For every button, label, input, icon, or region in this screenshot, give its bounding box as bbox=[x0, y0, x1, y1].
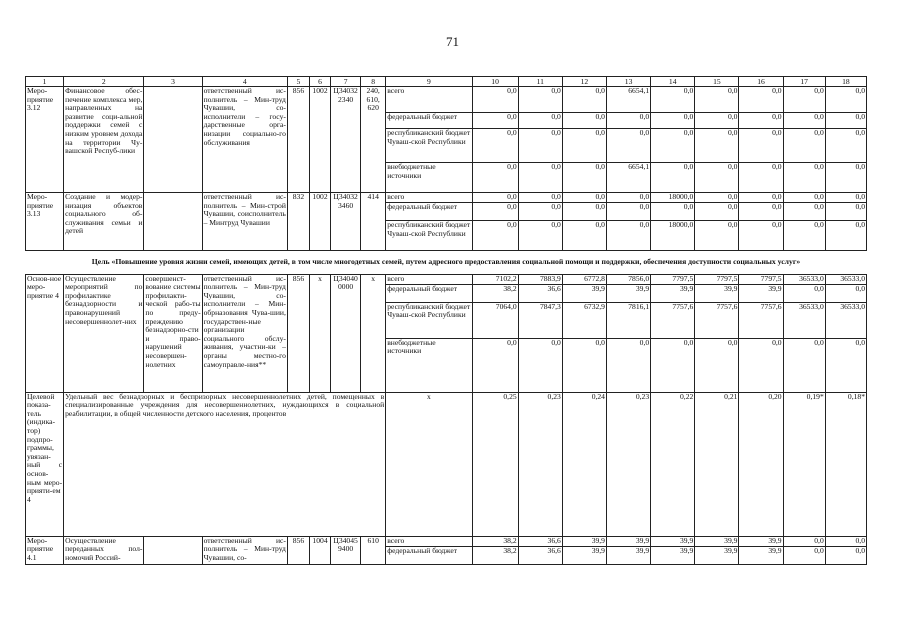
amount-cell: 0,0 bbox=[651, 129, 695, 163]
amount-cell: 38,2 bbox=[472, 284, 518, 302]
amount-cell: 6732,9 bbox=[562, 302, 606, 338]
code-target: Ц34045 9400 bbox=[331, 536, 361, 564]
amount-cell: 0,0 bbox=[472, 203, 518, 221]
executors: ответственный ис-полнитель – Мин-труд Чувашии, со-исполнители – Мин-обрназования Чува-шии, государствен-ные организации социального обслу-живания, участни-ки – органы местно-го самоуправле-ния** bbox=[202, 274, 287, 392]
goal-text: Цель «Повышение уровня жизни семей, имеющих детей, в том числе многодетных семей, путем адресного предоставления социальной помощи и поддержки, обеспечения доступности социальных услуг» bbox=[91, 257, 801, 266]
table-row bbox=[26, 193, 867, 203]
amount-cell: 0,0 bbox=[695, 193, 739, 203]
amount-cell: 0,0 bbox=[472, 193, 518, 203]
column-number: 6 bbox=[309, 77, 330, 87]
amount-cell: 0,0 bbox=[783, 87, 825, 113]
amount-cell: 0,0 bbox=[825, 87, 866, 113]
amount-cell: 0,0 bbox=[783, 221, 825, 251]
code-section: 1002 bbox=[309, 87, 330, 193]
amount-cell: 0,0 bbox=[825, 163, 866, 193]
amount-cell: 0,0 bbox=[606, 338, 650, 392]
indicator-value: 0,20 bbox=[739, 392, 783, 536]
funding-source: внебюджетные источники bbox=[386, 163, 472, 193]
amount-cell: 39,9 bbox=[651, 284, 695, 302]
amount-cell: 0,0 bbox=[518, 113, 562, 129]
executors: ответственный ис-полнитель – Мин-строй Чувашии, соисполнитель – Минтруд Чувашии bbox=[202, 193, 287, 251]
code-section: 1002 bbox=[309, 193, 330, 251]
code-target: Ц34032 3460 bbox=[331, 193, 361, 251]
indicator-value: 0,19* bbox=[783, 392, 825, 536]
amount-cell: 0,0 bbox=[651, 113, 695, 129]
amount-cell: 7797,5 bbox=[695, 274, 739, 284]
amount-cell: 0,0 bbox=[651, 163, 695, 193]
amount-cell: 0,0 bbox=[825, 284, 866, 302]
amount-cell: 0,0 bbox=[518, 129, 562, 163]
column-number: 14 bbox=[651, 77, 695, 87]
column-number: 16 bbox=[739, 77, 783, 87]
amount-cell: 0,0 bbox=[472, 163, 518, 193]
event-id: Основ-ное меро-приятие 4 bbox=[26, 274, 64, 392]
amount-cell: 7797,5 bbox=[739, 274, 783, 284]
amount-cell: 0,0 bbox=[695, 221, 739, 251]
event-id: Меро-приятие 3.13 bbox=[26, 193, 64, 251]
column-number: 4 bbox=[202, 77, 287, 87]
column-number: 5 bbox=[287, 77, 309, 87]
amount-cell: 7883,9 bbox=[518, 274, 562, 284]
amount-cell: 39,9 bbox=[606, 536, 650, 546]
amount-cell: 0,0 bbox=[606, 129, 650, 163]
amount-cell: 0,0 bbox=[606, 203, 650, 221]
amount-cell: 0,0 bbox=[518, 203, 562, 221]
amount-cell: 0,0 bbox=[783, 546, 825, 564]
amount-cell: 0,0 bbox=[695, 129, 739, 163]
indicator-value: 0,22 bbox=[651, 392, 695, 536]
amount-cell: 0,0 bbox=[825, 221, 866, 251]
amount-cell: 0,0 bbox=[825, 113, 866, 129]
amount-cell: 39,9 bbox=[606, 546, 650, 564]
amount-cell: 7064,0 bbox=[472, 302, 518, 338]
indicator-text: Удельный вес безнадзорных и беспризорных несовершеннолетних детей, помещенных в специализированные учреждения для несовершеннолетних, нуждающихся в социальной реабилитации, в общей численности детского населения, процентов bbox=[64, 392, 386, 536]
funding-source: всего bbox=[386, 274, 472, 284]
amount-cell: 39,9 bbox=[651, 546, 695, 564]
amount-cell: 18000,0 bbox=[651, 193, 695, 203]
amount-cell: 0,0 bbox=[562, 129, 606, 163]
amount-cell: 7757,6 bbox=[695, 302, 739, 338]
amount-cell: 0,0 bbox=[825, 129, 866, 163]
amount-cell: 0,0 bbox=[562, 87, 606, 113]
amount-cell: 0,0 bbox=[651, 87, 695, 113]
amount-cell: 36,6 bbox=[518, 546, 562, 564]
funding-source: федеральный бюджет bbox=[386, 113, 472, 129]
amount-cell: 0,0 bbox=[606, 221, 650, 251]
amount-cell: 0,0 bbox=[606, 113, 650, 129]
amount-cell: 36533,0 bbox=[825, 274, 866, 284]
column-number: 7 bbox=[331, 77, 361, 87]
amount-cell: 0,0 bbox=[562, 113, 606, 129]
amount-cell: 39,9 bbox=[739, 546, 783, 564]
amount-cell: 39,9 bbox=[739, 536, 783, 546]
column-number: 9 bbox=[386, 77, 472, 87]
table-row bbox=[26, 87, 867, 113]
funding-source: республиканский бюджет Чуваш-ской Республики bbox=[386, 221, 472, 251]
amount-cell: 7102,2 bbox=[472, 274, 518, 284]
indicator-x: x bbox=[386, 392, 472, 536]
amount-cell: 39,9 bbox=[606, 284, 650, 302]
amount-cell: 0,0 bbox=[518, 163, 562, 193]
code-expense: 240, 610, 620 bbox=[361, 87, 386, 193]
event-name: Осуществление мероприятий по профилактике безнадзорности и правонарушений несовершеннолет-них bbox=[64, 274, 144, 392]
code-grbs: 856 bbox=[287, 274, 309, 392]
amount-cell: 38,2 bbox=[472, 536, 518, 546]
executors: ответственный ис-полнитель – Мин-труд Чувашии, со- bbox=[202, 536, 287, 564]
code-grbs: 832 bbox=[287, 193, 309, 251]
column-number: 2 bbox=[64, 77, 144, 87]
code-expense: x bbox=[361, 274, 386, 392]
amount-cell: 0,0 bbox=[783, 113, 825, 129]
amount-cell: 38,2 bbox=[472, 546, 518, 564]
amount-cell: 0,0 bbox=[695, 203, 739, 221]
amount-cell: 39,9 bbox=[695, 284, 739, 302]
amount-cell: 0,0 bbox=[695, 113, 739, 129]
funding-source: федеральный бюджет bbox=[386, 203, 472, 221]
column-number: 1 bbox=[26, 77, 64, 87]
amount-cell: 0,0 bbox=[562, 163, 606, 193]
amount-cell: 39,9 bbox=[651, 536, 695, 546]
amount-cell: 0,0 bbox=[518, 87, 562, 113]
amount-cell: 7797,5 bbox=[651, 274, 695, 284]
column-number: 11 bbox=[518, 77, 562, 87]
amount-cell: 0,0 bbox=[783, 203, 825, 221]
amount-cell: 6772,8 bbox=[562, 274, 606, 284]
amount-cell: 0,0 bbox=[472, 113, 518, 129]
amount-cell: 0,0 bbox=[783, 129, 825, 163]
code-section: 1004 bbox=[309, 536, 330, 564]
amount-cell: 0,0 bbox=[825, 546, 866, 564]
amount-cell: 39,9 bbox=[695, 546, 739, 564]
code-grbs: 856 bbox=[287, 87, 309, 193]
indicator-value: 0,23 bbox=[518, 392, 562, 536]
amount-cell: 0,0 bbox=[783, 163, 825, 193]
amount-cell: 0,0 bbox=[783, 536, 825, 546]
column-number: 15 bbox=[695, 77, 739, 87]
amount-cell: 0,0 bbox=[472, 338, 518, 392]
event-id: Меро-приятие 4.1 bbox=[26, 536, 64, 564]
amount-cell: 7847,3 bbox=[518, 302, 562, 338]
event-name: Создание и модер-низация объектов социального об-служивания семьи и детей bbox=[64, 193, 144, 251]
budget-table bbox=[25, 76, 867, 565]
amount-cell: 0,0 bbox=[695, 163, 739, 193]
funding-source: внебюджетные источники bbox=[386, 338, 472, 392]
indicator-value: 0,23 bbox=[606, 392, 650, 536]
amount-cell: 0,0 bbox=[783, 338, 825, 392]
amount-cell: 7757,6 bbox=[651, 302, 695, 338]
executors: ответственный ис-полнитель – Мин-труд Чувашии, со-исполнители – госу-дарственные орга-низации социально-го обслуживания bbox=[202, 87, 287, 193]
amount-cell: 0,0 bbox=[518, 221, 562, 251]
amount-cell: 0,0 bbox=[739, 221, 783, 251]
code-grbs: 856 bbox=[287, 536, 309, 564]
column-number: 17 bbox=[783, 77, 825, 87]
column-number: 8 bbox=[361, 77, 386, 87]
amount-cell: 36533,0 bbox=[783, 274, 825, 284]
indicator-value: 0,25 bbox=[472, 392, 518, 536]
page-number: 71 bbox=[446, 34, 459, 49]
amount-cell: 0,0 bbox=[472, 87, 518, 113]
amount-cell: 36533,0 bbox=[783, 302, 825, 338]
amount-cell: 39,9 bbox=[562, 536, 606, 546]
indicator-row bbox=[26, 392, 867, 536]
amount-cell: 0,0 bbox=[739, 113, 783, 129]
amount-cell: 0,0 bbox=[695, 87, 739, 113]
code-expense: 414 bbox=[361, 193, 386, 251]
amount-cell: 18000,0 bbox=[651, 221, 695, 251]
column-number: 18 bbox=[825, 77, 866, 87]
amount-cell: 39,9 bbox=[562, 546, 606, 564]
table-row bbox=[26, 536, 867, 546]
amount-cell: 0,0 bbox=[518, 338, 562, 392]
amount-cell: 39,9 bbox=[695, 536, 739, 546]
code-section: x bbox=[309, 274, 330, 392]
amount-cell: 0,0 bbox=[562, 193, 606, 203]
funding-source: федеральный бюджет bbox=[386, 546, 472, 564]
amount-cell: 36,6 bbox=[518, 536, 562, 546]
amount-cell: 0,0 bbox=[606, 193, 650, 203]
amount-cell: 39,9 bbox=[562, 284, 606, 302]
amount-cell: 0,0 bbox=[651, 338, 695, 392]
amount-cell: 0,0 bbox=[562, 203, 606, 221]
funding-source: республиканский бюджет Чуваш-ской Республики bbox=[386, 129, 472, 163]
amount-cell: 0,0 bbox=[651, 203, 695, 221]
amount-cell: 0,0 bbox=[739, 338, 783, 392]
amount-cell: 6654,1 bbox=[606, 163, 650, 193]
funding-source: всего bbox=[386, 87, 472, 113]
code-expense: 610 bbox=[361, 536, 386, 564]
amount-cell: 0,0 bbox=[472, 221, 518, 251]
funding-source: федеральный бюджет bbox=[386, 284, 472, 302]
amount-cell: 39,9 bbox=[739, 284, 783, 302]
amount-cell: 0,0 bbox=[783, 284, 825, 302]
amount-cell: 0,0 bbox=[739, 203, 783, 221]
column-number: 10 bbox=[472, 77, 518, 87]
event-id: Меро-приятие 3.12 bbox=[26, 87, 64, 193]
amount-cell: 0,0 bbox=[472, 129, 518, 163]
code-target: Ц34032 2340 bbox=[331, 87, 361, 193]
indicator-value: 0,21 bbox=[695, 392, 739, 536]
amount-cell: 0,0 bbox=[825, 193, 866, 203]
amount-cell: 0,0 bbox=[739, 163, 783, 193]
goal-row bbox=[26, 251, 867, 275]
amount-cell: 0,0 bbox=[783, 193, 825, 203]
amount-cell: 0,0 bbox=[739, 193, 783, 203]
column-number-row bbox=[26, 77, 867, 87]
event-name: Финансовое обес-печение комплекса мер, направленных на развитие соци-альной поддержки семей с низким уровнем дохода на территории Чу-вашской Респуб-лики bbox=[64, 87, 144, 193]
funding-source: республиканский бюджет Чуваш-ской Республики bbox=[386, 302, 472, 338]
column-number: 13 bbox=[606, 77, 650, 87]
table-row bbox=[26, 274, 867, 284]
expected-result bbox=[144, 536, 202, 564]
amount-cell: 0,0 bbox=[562, 338, 606, 392]
indicator-label: Целевой показа-тель (индика-тор) подпро-граммы, увязан-ный с основ-ным меро-прияти-ем 4 bbox=[26, 392, 64, 536]
column-number: 12 bbox=[562, 77, 606, 87]
amount-cell: 0,0 bbox=[518, 193, 562, 203]
amount-cell: 7816,1 bbox=[606, 302, 650, 338]
amount-cell: 36,6 bbox=[518, 284, 562, 302]
indicator-value: 0,24 bbox=[562, 392, 606, 536]
indicator-value: 0,18* bbox=[825, 392, 866, 536]
amount-cell: 7757,6 bbox=[739, 302, 783, 338]
amount-cell: 0,0 bbox=[825, 203, 866, 221]
expected-result: совершенст-вование системы профилакти-ческой рабо-ты по преду-преждению безнадзорно-сти и право-нарушений несовершен-нолетних bbox=[144, 274, 202, 392]
amount-cell: 0,0 bbox=[825, 338, 866, 392]
amount-cell: 0,0 bbox=[562, 221, 606, 251]
amount-cell: 7856,0 bbox=[606, 274, 650, 284]
amount-cell: 0,0 bbox=[739, 129, 783, 163]
amount-cell: 6654,1 bbox=[606, 87, 650, 113]
expected-result bbox=[144, 87, 202, 193]
code-target: Ц34040 0000 bbox=[331, 274, 361, 392]
event-name: Осуществление переданных пол-номочий Россий- bbox=[64, 536, 144, 564]
expected-result bbox=[144, 193, 202, 251]
funding-source: всего bbox=[386, 536, 472, 546]
amount-cell: 0,0 bbox=[695, 338, 739, 392]
amount-cell: 0,0 bbox=[825, 536, 866, 546]
funding-source: всего bbox=[386, 193, 472, 203]
amount-cell: 36533,0 bbox=[825, 302, 866, 338]
amount-cell: 0,0 bbox=[739, 87, 783, 113]
column-number: 3 bbox=[144, 77, 202, 87]
